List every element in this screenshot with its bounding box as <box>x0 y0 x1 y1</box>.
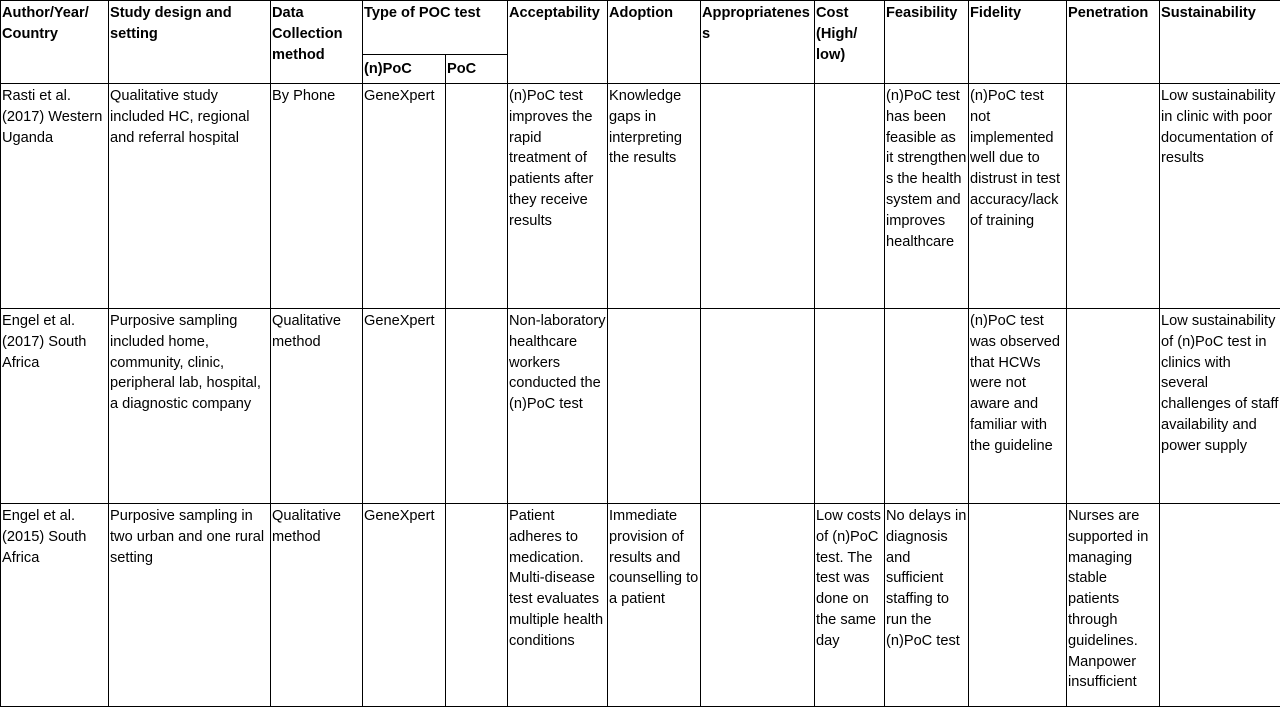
cell-data-collection: Qualitative method <box>271 309 363 504</box>
cell-acceptability: Patient adheres to medication. Multi-disease test evaluates multiple health conditions <box>508 504 608 707</box>
cell-feasibility: No delays in diagnosis and sufficient staffing to run the (n)PoC test <box>885 504 969 707</box>
cell-appropriateness <box>701 504 815 707</box>
cell-sustainability: Low sustainability in clinic with poor documentation of results <box>1160 84 1280 309</box>
cell-author: Rasti et al. (2017) Western Uganda <box>1 84 109 309</box>
table-row <box>1 504 1280 707</box>
cell-cost <box>815 309 885 504</box>
header-acceptability: Acceptability <box>508 1 608 84</box>
cell-acceptability: Non-laboratory healthcare workers conducted the (n)PoC test <box>508 309 608 504</box>
cell-adoption <box>608 309 701 504</box>
cell-cost <box>815 84 885 309</box>
cell-author: Engel et al. (2017) South Africa <box>1 309 109 504</box>
cell-data-collection: By Phone <box>271 84 363 309</box>
cell-fidelity: (n)PoC test was observed that HCWs were not aware and familiar with the guideline <box>969 309 1067 504</box>
header-data-collection: Data Collection method <box>271 1 363 84</box>
cell-study-design: Qualitative study included HC, regional and referral hospital <box>109 84 271 309</box>
cell-poc <box>446 504 508 707</box>
cell-appropriateness <box>701 84 815 309</box>
cell-study-design: Purposive sampling included home, community, clinic, peripheral lab, hospital, a diagnostic company <box>109 309 271 504</box>
cell-fidelity: (n)PoC test not implemented well due to distrust in test accuracy/lack of training <box>969 84 1067 309</box>
header-penetration: Penetration <box>1067 1 1160 84</box>
cell-cost: Low costs of (n)PoC test. The test was done on the same day <box>815 504 885 707</box>
cell-poc <box>446 309 508 504</box>
cell-npoc: GeneXpert <box>363 84 446 309</box>
cell-data-collection: Qualitative method <box>271 504 363 707</box>
header-feasibility: Feasibility <box>885 1 969 84</box>
header-study-design: Study design and setting <box>109 1 271 84</box>
header-fidelity: Fidelity <box>969 1 1067 84</box>
cell-feasibility: (n)PoC test has been feasible as it strengthen s the health system and improves healthcare <box>885 84 969 309</box>
cell-acceptability: (n)PoC test improves the rapid treatment of patients after they receive results <box>508 84 608 309</box>
header-adoption: Adoption <box>608 1 701 84</box>
cell-sustainability: Low sustainability of (n)PoC test in clinics with several challenges of staff availability and power supply <box>1160 309 1280 504</box>
table-row <box>1 309 1280 504</box>
cell-author: Engel et al. (2015) South Africa <box>1 504 109 707</box>
cell-sustainability <box>1160 504 1280 707</box>
cell-npoc: GeneXpert <box>363 309 446 504</box>
cell-adoption: Knowledge gaps in interpreting the results <box>608 84 701 309</box>
cell-feasibility <box>885 309 969 504</box>
cell-poc <box>446 84 508 309</box>
header-poc-type: Type of POC test <box>363 1 508 55</box>
table-row <box>1 84 1280 309</box>
cell-penetration <box>1067 309 1160 504</box>
header-author: Author/Year/ Country <box>1 1 109 84</box>
header-row <box>1 1 1280 55</box>
header-cost: Cost (High/ low) <box>815 1 885 84</box>
cell-npoc: GeneXpert <box>363 504 446 707</box>
cell-penetration: Nurses are supported in managing stable patients through guidelines. Manpower insufficient <box>1067 504 1160 707</box>
cell-fidelity <box>969 504 1067 707</box>
cell-adoption: Immediate provision of results and counselling to a patient <box>608 504 701 707</box>
header-npoc: (n)PoC <box>363 55 446 84</box>
header-sustainability: Sustainability <box>1160 1 1280 84</box>
cell-penetration <box>1067 84 1160 309</box>
header-poc: PoC <box>446 55 508 84</box>
header-appropriateness: Appropriatenes s <box>701 1 815 84</box>
cell-study-design: Purposive sampling in two urban and one rural setting <box>109 504 271 707</box>
cell-appropriateness <box>701 309 815 504</box>
